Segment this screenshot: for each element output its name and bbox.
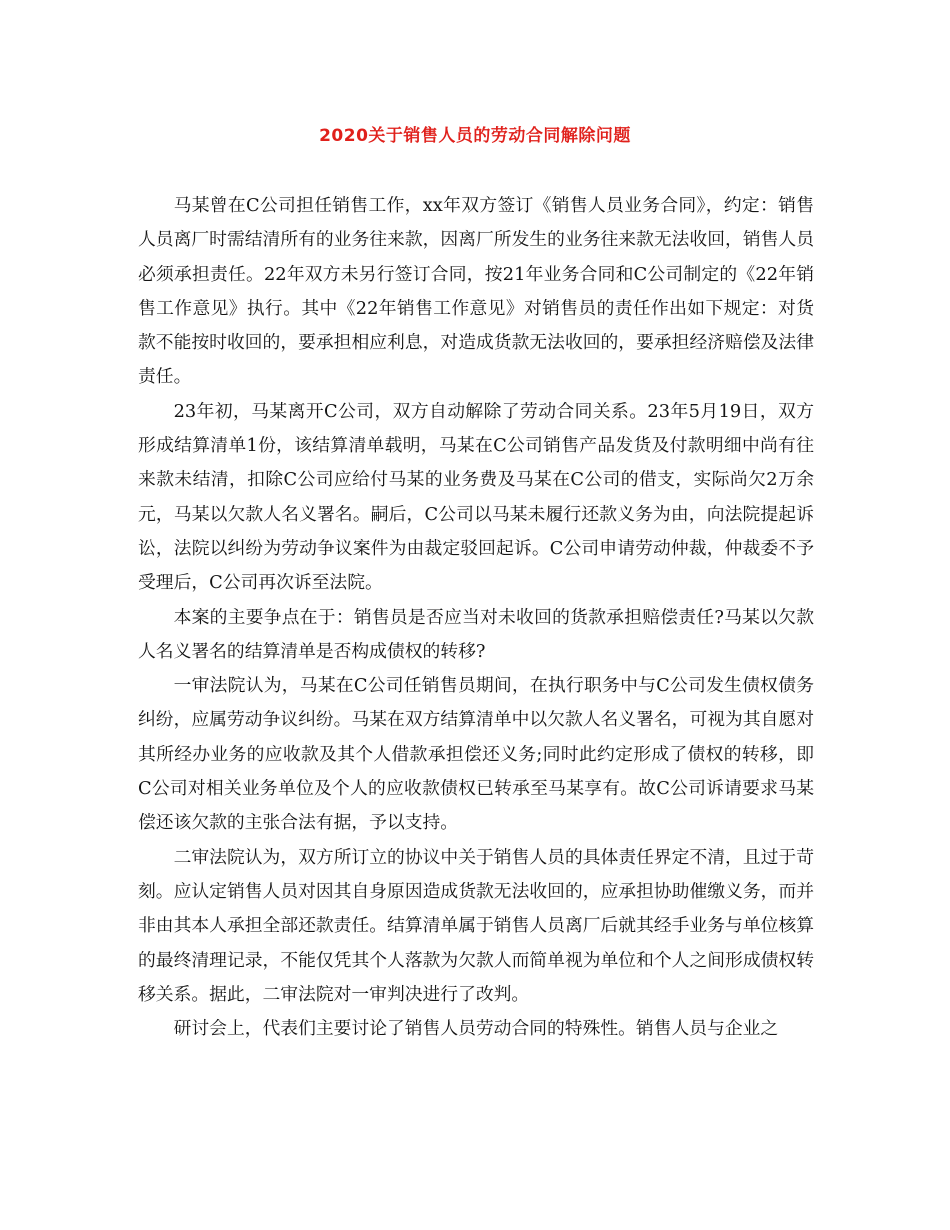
paragraph-4: 一审法院认为，马某在C公司任销售员期间，在执行职务中与C公司发生债权债务纠纷，应属劳动争议纠纷。马某在双方结算清单中以欠款人名义署名，可视为其自愿对其所经办业务的应收款及其个人借款承担偿还义务;同时此约定形成了债权的转移，即C公司对相关业务单位及个人的应收款债权已转承至马某享有。故C公司诉请要求马某偿还该欠款的主张合法有据，予以支持。 (138, 675, 814, 834)
paragraph-2: 23年初，马某离开C公司，双方自动解除了劳动合同关系。23年5月19日，双方形成结算清单1份，该结算清单载明，马某在C公司销售产品发货及付款明细中尚有往来款未结清，扣除C公司应给付马某的业务费及马某在C公司的借支，实际尚欠2万余元，马某以欠款人名义署名。嗣后，C公司以马某未履行还款义务为由，向法院提起诉讼，法院以纠纷为劳动争议案件为由裁定驳回起诉。C公司申请劳动仲裁，仲裁委不予受理后，C公司再次诉至法院。 (138, 400, 814, 594)
paragraph-5: 二审法院认为，双方所订立的协议中关于销售人员的具体责任界定不清，且过于苛刻。应认定销售人员对因其自身原因造成货款无法收回的，应承担协助催缴义务，而并非由其本人承担全部还款责任。结算清单属于销售人员离厂后就其经手业务与单位核算的最终清理记录，不能仅凭其个人落款为欠款人而简单视为单位和个人之间形成债权转移关系。据此，二审法院对一审判决进行了改判。 (138, 846, 814, 1005)
paragraph-3: 本案的主要争点在于：销售员是否应当对未收回的货款承担赔偿责任?马某以欠款人名义署名的结算清单是否构成债权的转移? (138, 606, 814, 662)
paragraph-1: 马某曾在C公司担任销售工作，xx年双方签订《销售人员业务合同》，约定：销售人员离厂时需结清所有的业务往来款，因离厂所发生的业务往来款无法收回，销售人员必须承担责任。22年双方未另行签订合同，按21年业务合同和C公司制定的《22年销售工作意见》执行。其中《22年销售工作意见》对销售员的责任作出如下规定：对货款不能按时收回的，要承担相应利息，对造成货款无法收回的，要承担经济赔偿及法律责任。 (138, 195, 814, 388)
document-title: 2020关于销售人员的劳动合同解除问题 (319, 126, 631, 146)
paragraph-6: 研讨会上，代表们主要讨论了销售人员劳动合同的特殊性。销售人员与企业之 (173, 1018, 779, 1040)
document-body (138, 189, 814, 1046)
